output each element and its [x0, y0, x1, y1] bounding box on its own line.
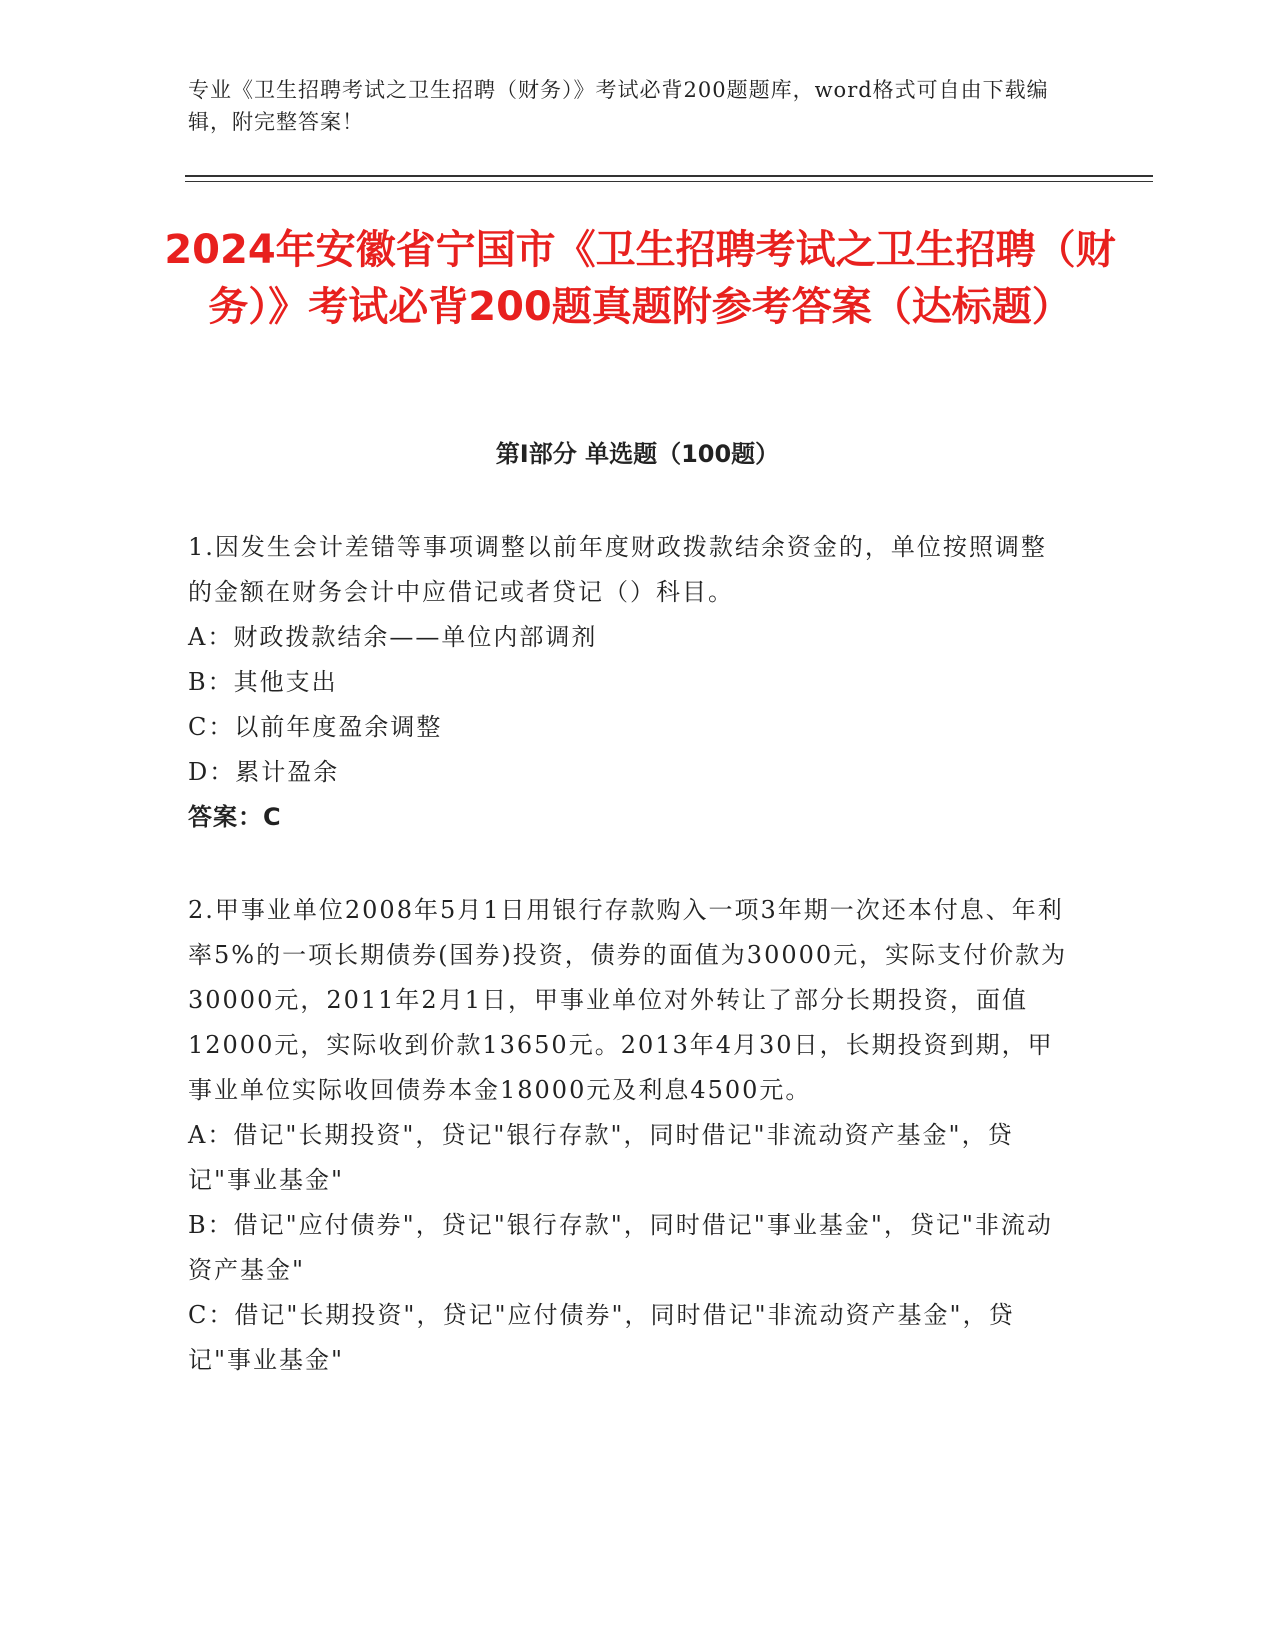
answer: 答案：C — [188, 803, 282, 831]
option-d: D：累计盈余 — [188, 758, 340, 786]
option-a: A：借记"长期投资"，贷记"银行存款"，同时借记"非流动资产基金"，贷记"事业基金" — [188, 1121, 1014, 1194]
document-title: 2024年安徽省宁国市《卫生招聘考试之卫生招聘（财务）》考试必背200题真题附参考答案（达标题） — [164, 227, 1116, 330]
option-c: C：借记"长期投资"，贷记"应付债券"，同时借记"非流动资产基金"，贷记"事业基金" — [188, 1301, 1015, 1374]
header-note: 专业《卫生招聘考试之卫生招聘（财务）》考试必背200题题库，word格式可自由下载编辑，附完整答案！ — [188, 78, 1049, 134]
header-divider-thin — [185, 181, 1153, 182]
question-stem: 1.因发生会计差错等事项调整以前年度财政拨款结余资金的，单位按照调整的金额在财务会计中应借记或者贷记（）科目。 — [188, 533, 1047, 606]
section-heading: 第Ⅰ部分 单选题（100题） — [495, 440, 780, 468]
header-divider-thick — [185, 175, 1153, 177]
option-b: B：借记"应付债券"，贷记"银行存款"，同时借记"事业基金"，贷记"非流动资产基金" — [188, 1211, 1053, 1284]
option-a: A：财政拨款结余——单位内部调剂 — [188, 623, 598, 651]
question-2 — [188, 888, 1068, 1383]
question-1 — [188, 525, 1068, 840]
option-c: C：以前年度盈余调整 — [188, 713, 443, 741]
option-b: B：其他支出 — [188, 668, 338, 696]
question-stem: 2.甲事业单位2008年5月1日用银行存款购入一项3年期一次还本付息、年利率5%的一项长期债券(国券)投资，债券的面值为30000元，实际支付价款为30000元，2011年2月1日，甲事业单位对外转让了部分长期投资，面值12000元，实际收到价款13650元。2013年4月30日，长期投资到期，甲事业单位实际收回债券本金18000元及利息4500元。 — [188, 896, 1068, 1104]
